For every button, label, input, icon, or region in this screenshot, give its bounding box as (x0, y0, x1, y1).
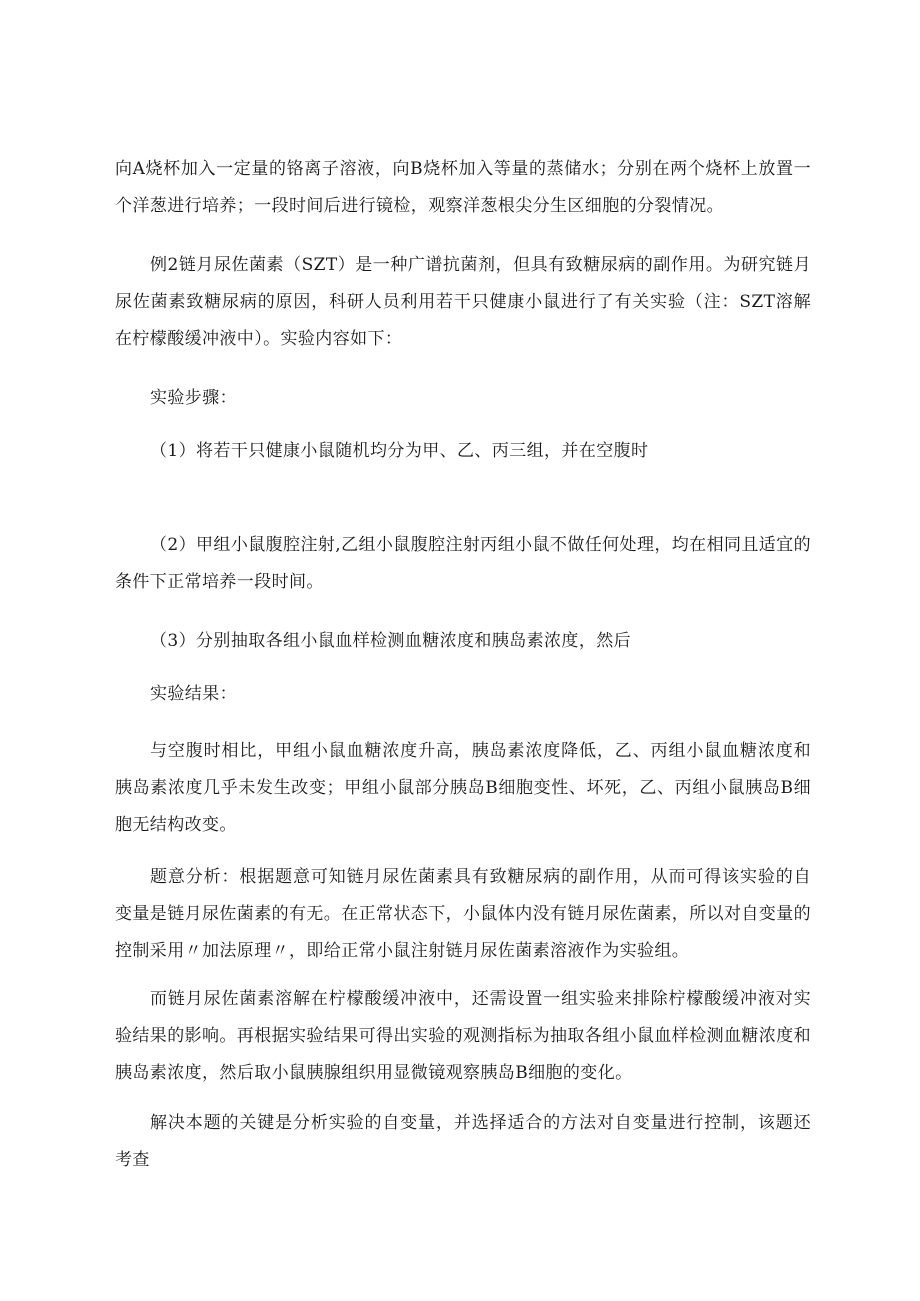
paragraph-buffer-control: 而链月尿佐菌素溶解在柠檬酸缓冲液中，还需设置一组实验来排除柠檬酸缓冲液对实验结果的影响。再根据实验结果可得出实验的观测指标为抽取各组小鼠血样检测血糖浓度和胰岛素浓度，然后取小鼠胰腺组织用显微镜观察胰岛B细胞的变化。 (115, 989, 811, 1083)
paragraph-analysis: 题意分析：根据题意可知链月尿佐菌素具有致糖尿病的副作用，从而可得该实验的自变量是链月尿佐菌素的有无。在正常状态下，小鼠体内没有链月尿佐菌素，所以对自变量的控制采用〃加法原理〃，即给正常小鼠注射链月尿佐菌素溶液作为实验组。 (115, 867, 811, 961)
paragraph-results: 与空腹时相比，甲组小鼠血糖浓度升高，胰岛素浓度降低，乙、丙组小鼠血糖浓度和胰岛素浓度几乎未发生改变；甲组小鼠部分胰岛B细胞变性、坏死，乙、丙组小鼠胰岛B细胞无结构改变。 (115, 741, 811, 835)
paragraph-step-2: （2）甲组小鼠腹腔注射,乙组小鼠腹腔注射丙组小鼠不做任何处理，均在相同且适宜的条件下正常培养一段时间。 (115, 535, 811, 592)
heading-experiment-steps: 实验步骤： (150, 388, 237, 408)
heading-experiment-results: 实验结果： (150, 684, 237, 704)
paragraph-step-1: （1）将若干只健康小鼠随机均分为甲、乙、丙三组，并在空腹时 (150, 441, 649, 461)
paragraph-key-point: 解决本题的关键是分析实验的自变量，并选择适合的方法对自变量进行控制，该题还考查 (115, 1113, 811, 1170)
paragraph-cr-experiment-continuation: 向A烧杯加入一定量的铬离子溶液，向B烧杯加入等量的蒸储水；分别在两个烧杯上放置一个洋葱进行培养；一段时间后进行镜检，观察洋葱根尖分生区细胞的分裂情况。 (115, 159, 811, 216)
paragraph-step-3: （3）分别抽取各组小鼠血样检测血糖浓度和胰岛素浓度，然后 (150, 631, 632, 651)
paragraph-example-2-intro: 例2链月尿佐菌素（SZT）是一种广谱抗菌剂，但具有致糖尿病的副作用。为研究链月尿佐菌素致糖尿病的原因，科研人员利用若干只健康小鼠进行了有关实验（注：SZT溶解在柠檬酸缓冲液中）。实验内容如下： (115, 255, 811, 349)
